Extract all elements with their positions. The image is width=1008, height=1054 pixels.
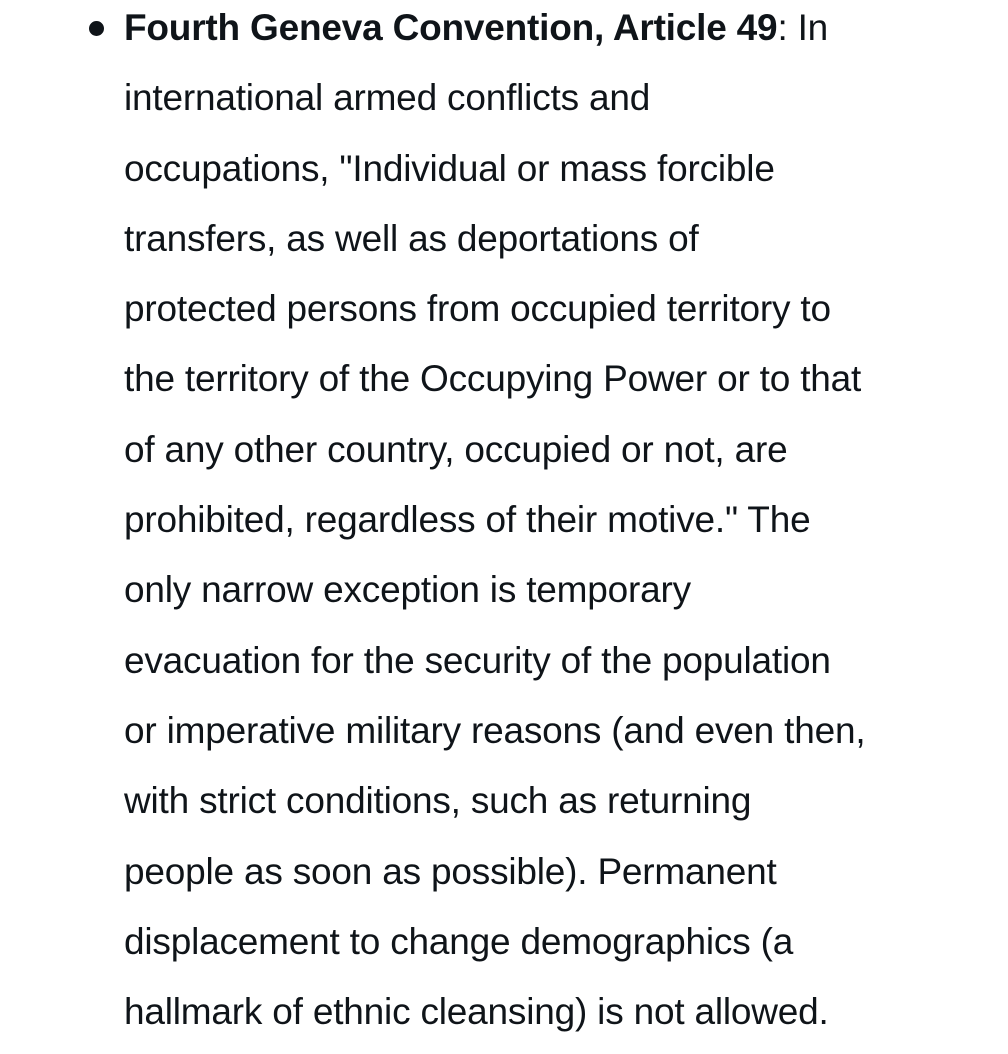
paragraph-line: transfers, as well as deportations of [124, 217, 699, 259]
paragraph-line: with strict conditions, such as returning [124, 780, 752, 822]
article-term-suffix: : In [777, 7, 829, 48]
paragraph-line-1 [124, 0, 865, 70]
paragraph-line: of any other country, occupied or not, are [124, 428, 788, 470]
paragraph-line: occupations, "Individual or mass forcible [124, 147, 775, 189]
paragraph-line: hallmark of ethnic cleansing) is not allowed. [124, 991, 829, 1033]
paragraph-line: prohibited, regardless of their motive." The [124, 499, 811, 541]
bullet-marker [89, 21, 104, 36]
paragraph-line: protected persons from occupied territory to [124, 288, 831, 330]
paragraph-line: only narrow exception is temporary [124, 569, 691, 611]
paragraph-line: people as soon as possible). Permanent [124, 850, 777, 892]
paragraph-line: the territory of the Occupying Power or to that [124, 358, 862, 400]
paragraph-line: displacement to change demographics (a [124, 920, 794, 962]
paragraph-line: evacuation for the security of the population [124, 639, 831, 681]
paragraph-line: international armed conflicts and [124, 77, 651, 119]
article-paragraph [124, 0, 865, 1054]
article-term: Fourth Geneva Convention, Article 49 [124, 7, 778, 48]
paragraph-line: or imperative military reasons (and even then, [124, 709, 866, 751]
